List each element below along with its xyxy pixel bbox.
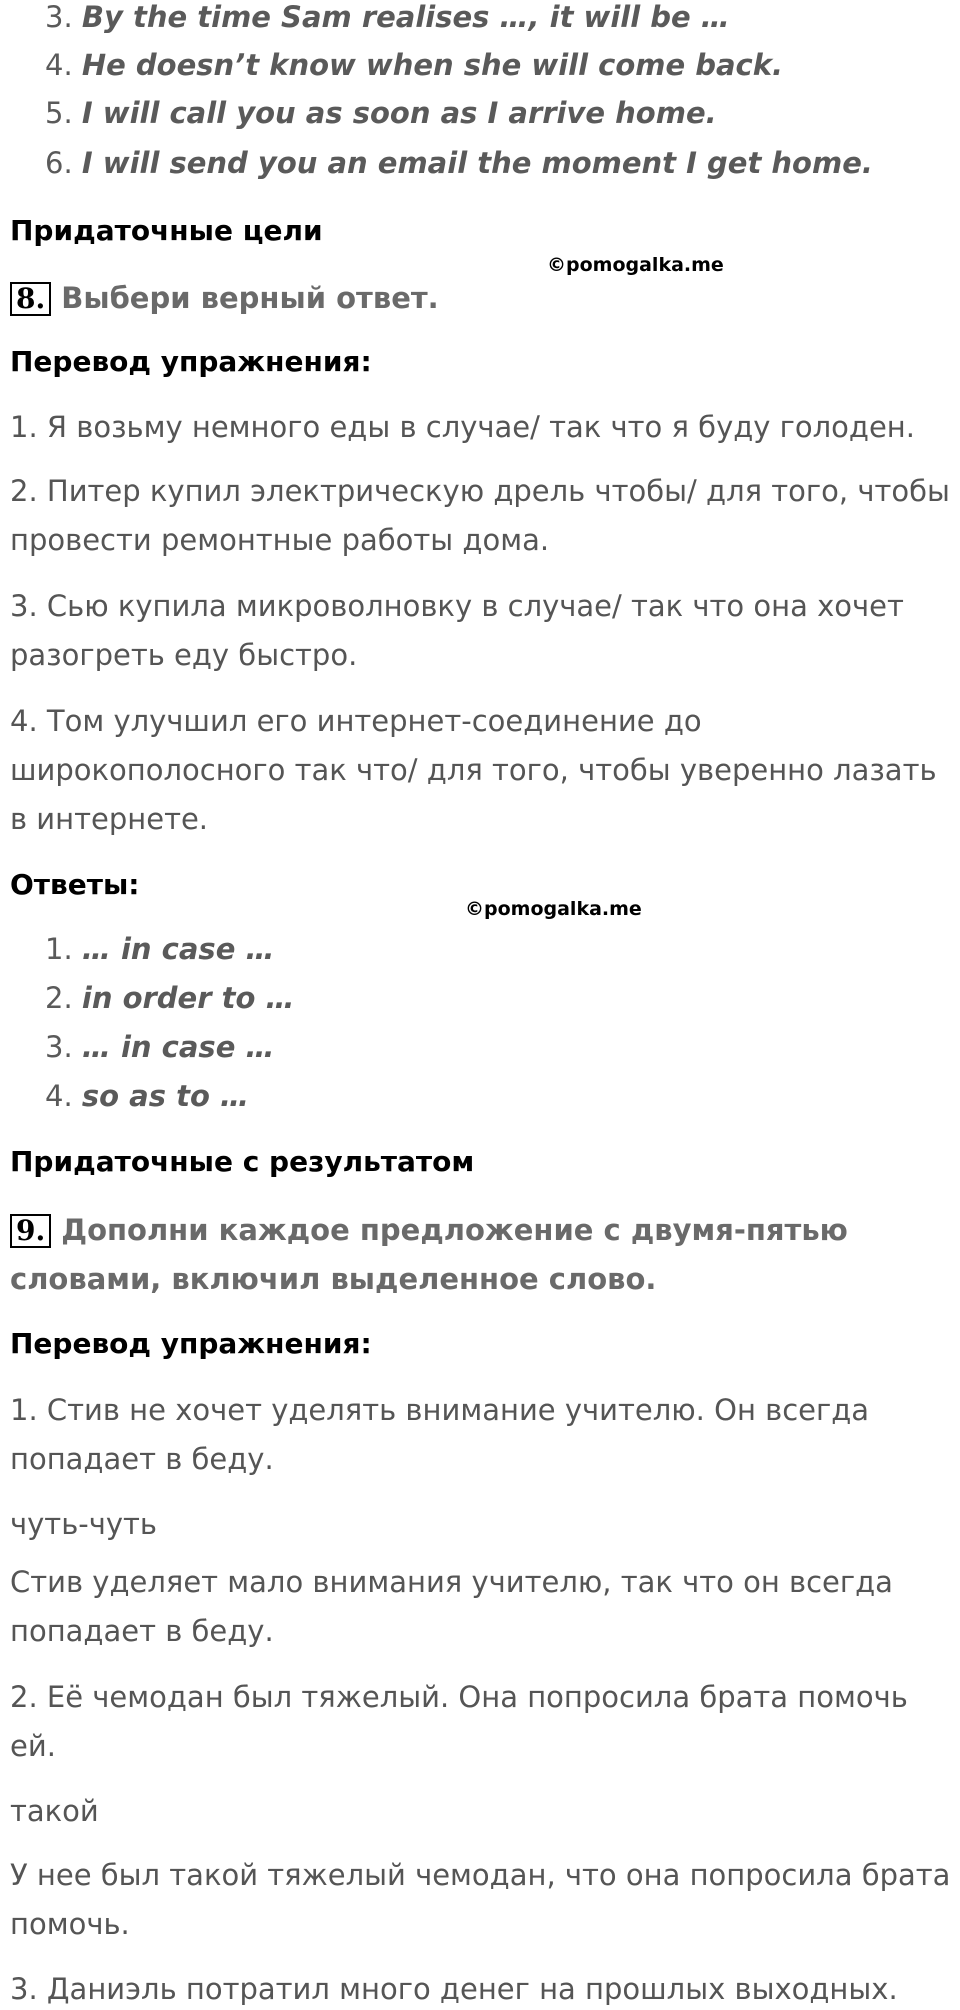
paragraph-line: 4. Том улучшил его интернет-соединение до — [10, 704, 702, 738]
answer-item — [45, 932, 274, 966]
paragraph-line: попадает в беду. — [10, 1442, 274, 1476]
task-text: Дополни каждое предложение с двумя-пятью — [61, 1213, 848, 1247]
paragraph-line: такой — [10, 1794, 99, 1828]
task-title-continued: словами, включил выделенное слово. — [10, 1262, 657, 1296]
paragraph-line: попадает в беду. — [10, 1614, 274, 1648]
paragraph-line: ей. — [10, 1729, 56, 1763]
answer-number: 2. — [45, 981, 73, 1015]
answer-text: so as to … — [81, 1079, 249, 1113]
task-title — [10, 1213, 848, 1248]
answer-text: … in case … — [81, 1030, 275, 1064]
answer-item — [45, 981, 295, 1015]
paragraph-line: 2. Питер купил электрическую дрель чтобы/ для того, чтобы — [10, 474, 950, 508]
task-title — [10, 281, 439, 316]
paragraph-line: в интернете. — [10, 802, 209, 836]
list-text: I will call you as soon as I arrive home. — [81, 96, 717, 130]
list-number: 6. — [45, 146, 73, 180]
section-heading: Придаточные с результатом — [10, 1145, 475, 1178]
paragraph-line: провести ремонтные работы дома. — [10, 523, 550, 557]
paragraph-line: У нее был такой тяжелый чемодан, что она попросила брата — [10, 1858, 951, 1892]
paragraph-line: 1. Я возьму немного еды в случае/ так что я буду голоден. — [10, 410, 915, 444]
list-text: He doesn’t know when she will come back. — [81, 48, 784, 82]
watermark: ©pomogalka.me — [547, 254, 724, 276]
list-item — [45, 0, 730, 34]
paragraph-line: разогреть еду быстро. — [10, 638, 358, 672]
translation-heading: Перевод упражнения: — [10, 345, 372, 378]
paragraph-line: 1. Стив не хочет уделять внимание учителю. Он всегда — [10, 1393, 870, 1427]
answer-item — [45, 1079, 249, 1113]
paragraph-line: 2. Её чемодан был тяжелый. Она попросила брата помочь — [10, 1680, 908, 1714]
list-number: 3. — [45, 0, 73, 34]
translation-heading: Перевод упражнения: — [10, 1327, 372, 1360]
paragraph-line: чуть-чуть — [10, 1507, 158, 1541]
answer-item — [45, 1030, 274, 1064]
list-number: 4. — [45, 48, 73, 82]
list-text: I will send you an email the moment I get home. — [81, 146, 873, 180]
task-number-box: 9. — [10, 1214, 51, 1248]
answer-number: 4. — [45, 1079, 73, 1113]
list-number: 5. — [45, 96, 73, 130]
paragraph-line: Стив уделяет мало внимания учителю, так что он всегда — [10, 1565, 893, 1599]
paragraph-line: широкополосного так что/ для того, чтобы уверенно лазать — [10, 753, 937, 787]
task-number-box: 8. — [10, 282, 51, 316]
list-item — [45, 48, 783, 82]
paragraph-line: 3. Даниэль потратил много денег на прошлых выходных. — [10, 1972, 898, 2006]
watermark: ©pomogalka.me — [465, 898, 642, 920]
answer-number: 1. — [45, 932, 73, 966]
task-text: Выбери верный ответ. — [61, 281, 439, 315]
answers-heading: Ответы: — [10, 868, 140, 901]
section-heading: Придаточные цели — [10, 214, 323, 247]
paragraph-line: 3. Сью купила микроволновку в случае/ так что она хочет — [10, 589, 904, 623]
list-item — [45, 146, 873, 180]
answer-text: … in case … — [81, 932, 275, 966]
answer-number: 3. — [45, 1030, 73, 1064]
list-text: By the time Sam realises …, it will be … — [81, 0, 730, 34]
paragraph-line: помочь. — [10, 1907, 130, 1941]
list-item — [45, 96, 717, 130]
answer-text: in order to … — [81, 981, 295, 1015]
